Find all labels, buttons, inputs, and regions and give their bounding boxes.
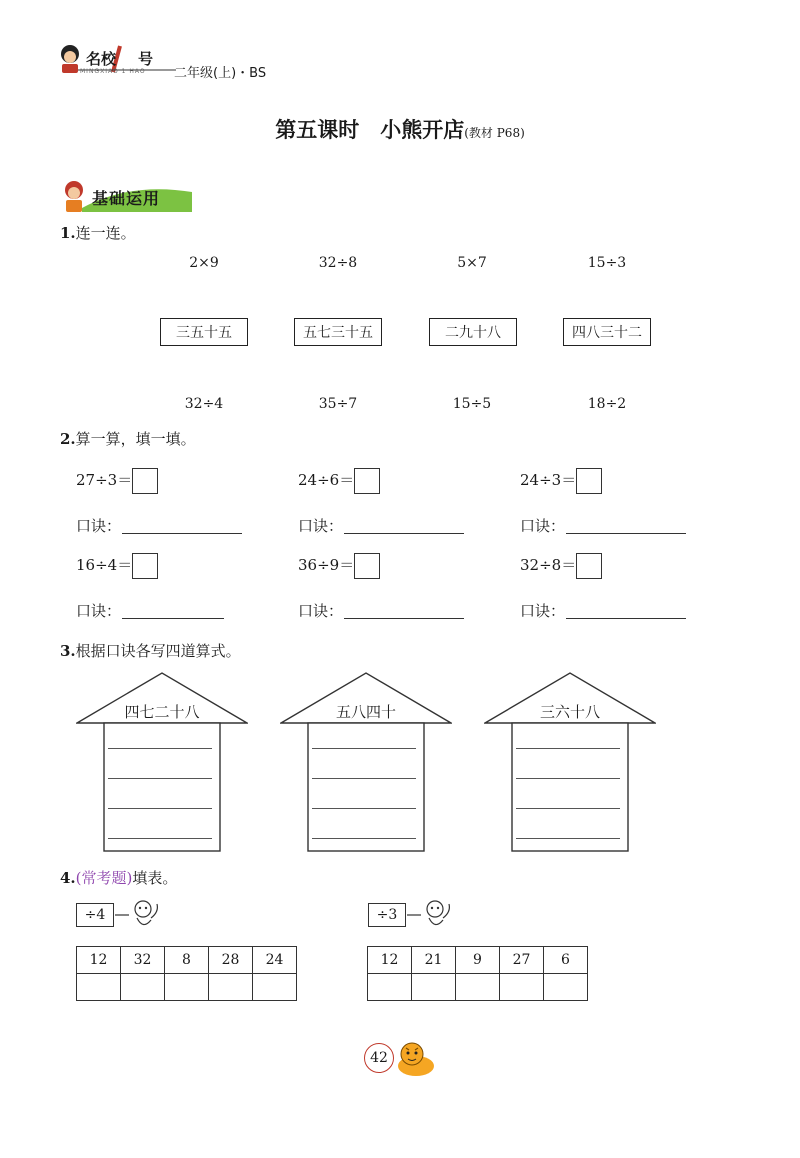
- rhyme-answer-line[interactable]: [344, 533, 464, 534]
- answer-cell[interactable]: [412, 974, 456, 1001]
- monkey-icon: [115, 898, 163, 932]
- answer-cell[interactable]: [165, 974, 209, 1001]
- table-row: [77, 947, 297, 974]
- house-rhyme: 四七二十八: [124, 703, 200, 721]
- rhyme-label: 口诀：: [76, 517, 122, 535]
- equation-line[interactable]: [516, 838, 620, 839]
- table-row: [77, 974, 297, 1001]
- textbook-reference: (教材 P68): [464, 126, 525, 140]
- answer-box[interactable]: [576, 553, 602, 579]
- rhyme-answer-line[interactable]: [122, 618, 224, 619]
- house-frame: [76, 672, 248, 854]
- q1-top-expr: 32÷8: [318, 255, 358, 271]
- equation-line[interactable]: [108, 778, 212, 779]
- answer-cell[interactable]: [209, 974, 253, 1001]
- equation-line[interactable]: [312, 748, 416, 749]
- house-rhyme: 三六十八: [539, 703, 600, 721]
- answer-box[interactable]: [354, 553, 380, 579]
- answer-cell[interactable]: [500, 974, 544, 1001]
- house-frame: [484, 672, 656, 854]
- table-cell: 21: [412, 947, 456, 974]
- rhyme-answer-line[interactable]: [566, 533, 686, 534]
- rhyme-answer-line[interactable]: [122, 533, 242, 534]
- values-table: [76, 946, 297, 1001]
- equation-line[interactable]: [108, 838, 212, 839]
- q1-rhyme-card[interactable]: 二九十八: [429, 318, 517, 346]
- table-cell: 6: [544, 947, 588, 974]
- q2-equation: 27÷3＝: [76, 468, 158, 494]
- q2-equation: 24÷3＝: [520, 468, 602, 494]
- table-cell: 28: [209, 947, 253, 974]
- q1-rhyme-card[interactable]: 三五十五: [160, 318, 248, 346]
- equation-line[interactable]: [516, 778, 620, 779]
- answer-cell[interactable]: [544, 974, 588, 1001]
- rhyme-label: 口诀：: [76, 602, 122, 620]
- table-row: [368, 974, 588, 1001]
- q1-top-expr: 15÷3: [587, 255, 627, 271]
- answer-box[interactable]: [576, 468, 602, 494]
- table-cell: 27: [500, 947, 544, 974]
- table-cell: 9: [456, 947, 500, 974]
- equation-line[interactable]: [312, 838, 416, 839]
- answer-box[interactable]: [354, 468, 380, 494]
- q2-equation: 16÷4＝: [76, 553, 158, 579]
- answer-box[interactable]: [132, 553, 158, 579]
- lesson-title-text: 第五课时 小熊开店: [275, 117, 465, 142]
- answer-box[interactable]: [132, 468, 158, 494]
- equation-line[interactable]: [516, 748, 620, 749]
- brand-name: 名校 号: [86, 50, 154, 68]
- grade-label: 二年级(上)・BS: [174, 66, 267, 81]
- q1-top-expr: 5×7: [457, 255, 487, 271]
- q1-bottom-expr: 35÷7: [318, 396, 358, 412]
- q1-bottom-expr: 18÷2: [587, 396, 627, 412]
- equation-line[interactable]: [312, 808, 416, 809]
- rhyme-label: 口诀：: [298, 517, 344, 535]
- answer-cell[interactable]: [121, 974, 165, 1001]
- monkey-icon: [407, 898, 455, 932]
- rhyme-answer-line[interactable]: [566, 618, 686, 619]
- question-4-title: 4.(常考题)填表。: [60, 869, 178, 887]
- operation-box: ÷4: [76, 903, 114, 927]
- equation-line[interactable]: [108, 808, 212, 809]
- table-cell: 32: [121, 947, 165, 974]
- rhyme-label: 口诀：: [520, 602, 566, 620]
- q1-bottom-expr: 15÷5: [452, 396, 492, 412]
- equation-line[interactable]: [108, 748, 212, 749]
- tiger-mascot-icon: [396, 1040, 436, 1078]
- q1-bottom-expr: 32÷4: [184, 396, 224, 412]
- house-frame: [280, 672, 452, 854]
- question-2-title: 2.算一算，填一填。: [60, 430, 196, 448]
- values-table: [367, 946, 588, 1001]
- operation-box: ÷3: [368, 903, 406, 927]
- table-row: [368, 947, 588, 974]
- question-1-title: 1.连一连。: [60, 224, 136, 242]
- equation-line[interactable]: [516, 808, 620, 809]
- table-cell: 24: [253, 947, 297, 974]
- common-question-tag: (常考题): [75, 869, 133, 887]
- answer-cell[interactable]: [77, 974, 121, 1001]
- q2-equation: 24÷6＝: [298, 468, 380, 494]
- table-cell: 12: [77, 947, 121, 974]
- table-cell: 8: [165, 947, 209, 974]
- q2-equation: 36÷9＝: [298, 553, 380, 579]
- section-badge-label: 基础运用: [92, 189, 161, 208]
- lesson-title: [0, 114, 800, 144]
- table-cell: 12: [368, 947, 412, 974]
- house-rhyme: 五八四十: [335, 703, 396, 721]
- rhyme-answer-line[interactable]: [344, 618, 464, 619]
- q1-rhyme-card[interactable]: 四八三十二: [563, 318, 651, 346]
- q1-top-expr: 2×9: [189, 255, 219, 271]
- section-badge: [60, 178, 195, 214]
- answer-cell[interactable]: [456, 974, 500, 1001]
- page-number: 42: [364, 1043, 394, 1073]
- answer-cell[interactable]: [253, 974, 297, 1001]
- rhyme-label: 口诀：: [520, 517, 566, 535]
- equation-line[interactable]: [312, 778, 416, 779]
- answer-cell[interactable]: [368, 974, 412, 1001]
- q2-equation: 32÷8＝: [520, 553, 602, 579]
- brand-subtitle: MINGXIAO 1 HAO: [80, 68, 146, 75]
- q1-rhyme-card[interactable]: 五七三十五: [294, 318, 382, 346]
- rhyme-label: 口诀：: [298, 602, 344, 620]
- question-3-title: 3.根据口诀各写四道算式。: [60, 642, 241, 660]
